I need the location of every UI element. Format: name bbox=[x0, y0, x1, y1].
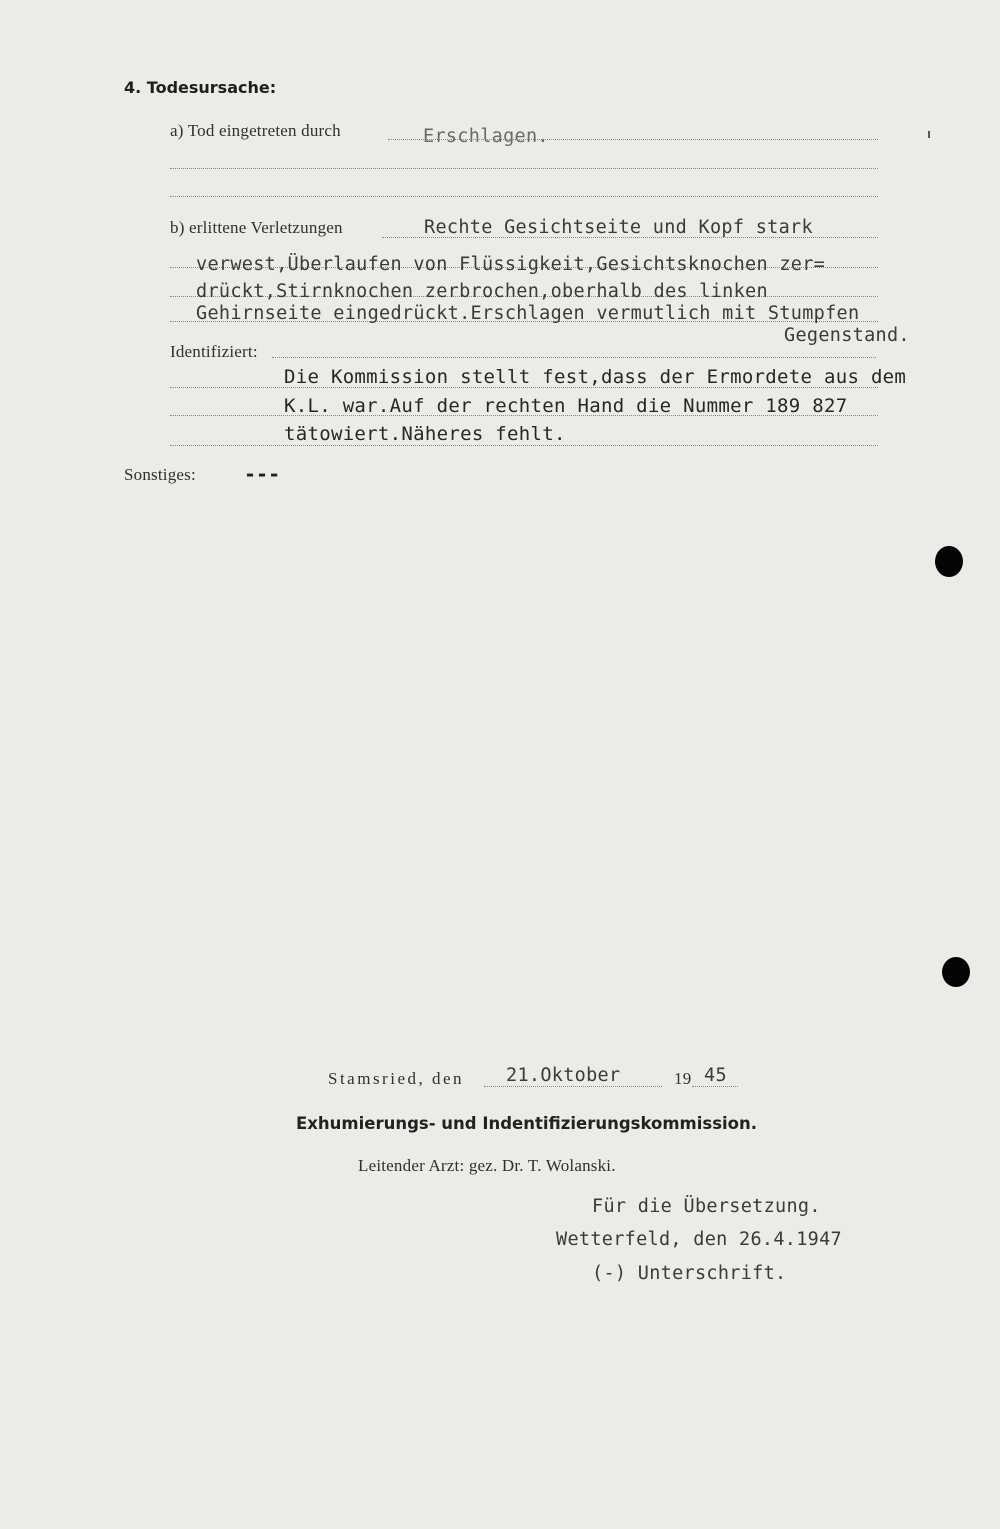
date-line bbox=[484, 1086, 662, 1087]
margin-mark bbox=[928, 131, 930, 138]
place-label: Stamsried, den bbox=[328, 1069, 465, 1088]
blank-line bbox=[170, 168, 878, 169]
injuries-text-line: Gegenstand. bbox=[784, 325, 910, 346]
other-label: Sonstiges: bbox=[124, 465, 196, 484]
year-line bbox=[692, 1086, 738, 1087]
injuries-text-line: Gehirnseite eingedrückt.Erschlagen vermutlich mit Stumpfen bbox=[196, 303, 860, 324]
injuries-label: b) erlittene Verletzungen bbox=[170, 218, 343, 237]
translation-place-date: Wetterfeld, den 26.4.1947 bbox=[556, 1229, 842, 1250]
injuries-text-line: drückt,Stirnknochen zerbrochen,oberhalb des linken bbox=[196, 281, 768, 302]
blank-line bbox=[170, 196, 878, 197]
identified-text-line: Die Kommission stellt fest,dass der Ermordete aus dem bbox=[284, 366, 907, 388]
translation-signature: (-) Unterschrift. bbox=[592, 1263, 787, 1284]
punch-hole bbox=[942, 957, 970, 987]
translation-note: Für die Übersetzung. bbox=[592, 1196, 821, 1217]
cause-of-death-value: Erschlagen. bbox=[423, 126, 549, 147]
other-value: --- bbox=[244, 462, 281, 486]
lead-doctor: Leitender Arzt: gez. Dr. T. Wolanski. bbox=[358, 1156, 616, 1175]
date-value: 21.Oktober bbox=[506, 1065, 621, 1086]
identified-text-line: tätowiert.Näheres fehlt. bbox=[284, 423, 566, 445]
injuries-text-line: Rechte Gesichtseite und Kopf stark bbox=[424, 217, 813, 238]
cause-of-death-label: a) Tod eingetreten durch bbox=[170, 121, 341, 140]
identified-label: Identifiziert: bbox=[170, 342, 258, 361]
section-title: 4. Todesursache: bbox=[124, 78, 277, 97]
punch-hole bbox=[935, 546, 963, 577]
commission-name: Exhumierungs- und Indentifizierungskommission. bbox=[296, 1114, 758, 1133]
year-prefix: 19 bbox=[674, 1069, 692, 1088]
identified-line bbox=[272, 357, 876, 358]
injuries-text-line: verwest,Überlaufen von Flüssigkeit,Gesichtsknochen zer= bbox=[196, 254, 826, 275]
identified-text-line: K.L. war.Auf der rechten Hand die Nummer 189 827 bbox=[284, 395, 848, 417]
identified-line bbox=[170, 445, 878, 446]
year-suffix: 45 bbox=[704, 1065, 727, 1086]
